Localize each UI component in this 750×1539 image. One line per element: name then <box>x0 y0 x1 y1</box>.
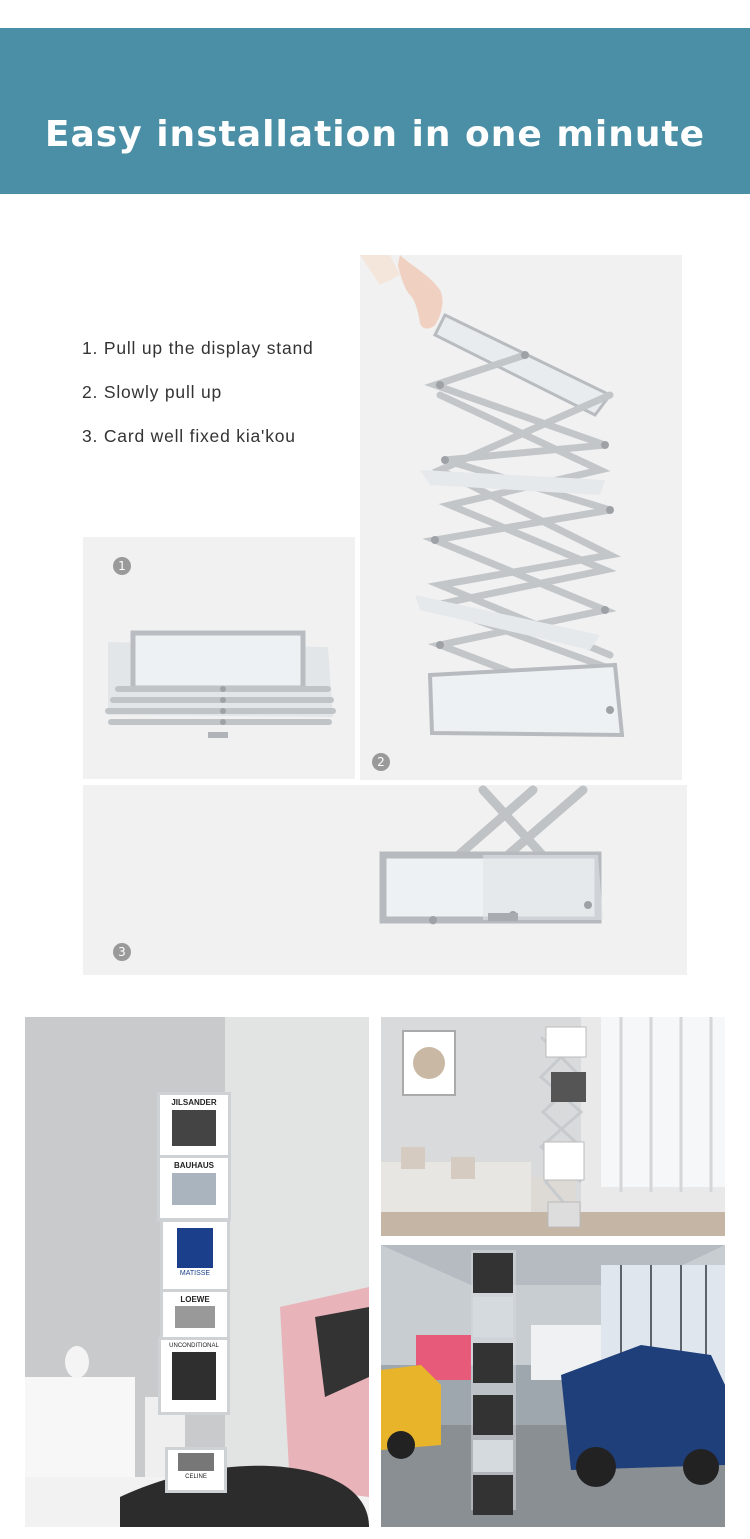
step-2-photo <box>360 255 682 780</box>
magazine-panel-5: UNCONDITIONAL <box>158 1337 230 1415</box>
step-1-text: 1. Pull up the display stand <box>82 338 314 358</box>
header-banner <box>0 28 750 194</box>
step-1-photo <box>83 537 355 779</box>
car-showroom-illustration <box>381 1245 725 1527</box>
magazine-panel-1: JILSANDER <box>157 1092 231 1163</box>
lock-clip-illustration <box>83 785 687 975</box>
expanded-stand-illustration <box>360 255 682 780</box>
step-badge-3: 3 <box>113 943 131 961</box>
step-badge-2: 2 <box>372 753 390 771</box>
instruction-steps <box>82 338 314 470</box>
step-3-photo <box>83 785 687 975</box>
page-title: Easy installation in one minute <box>44 114 706 155</box>
step-3-text: 3. Card well fixed kia'kou <box>82 426 296 446</box>
magazine-panel-4: LOEWE <box>160 1289 230 1343</box>
magazine-panel-2: BAUHAUS <box>157 1155 231 1221</box>
magazine-panel-6: CELINE <box>165 1447 227 1493</box>
magazine-panel-3: MATISSE <box>160 1219 230 1293</box>
room-scene-photo <box>25 1017 369 1527</box>
living-room-photo <box>381 1017 725 1236</box>
step-2-text: 2. Slowly pull up <box>82 382 223 402</box>
living-room-illustration <box>381 1017 725 1236</box>
car-showroom-photo <box>381 1245 725 1527</box>
step-badge-1: 1 <box>113 557 131 575</box>
